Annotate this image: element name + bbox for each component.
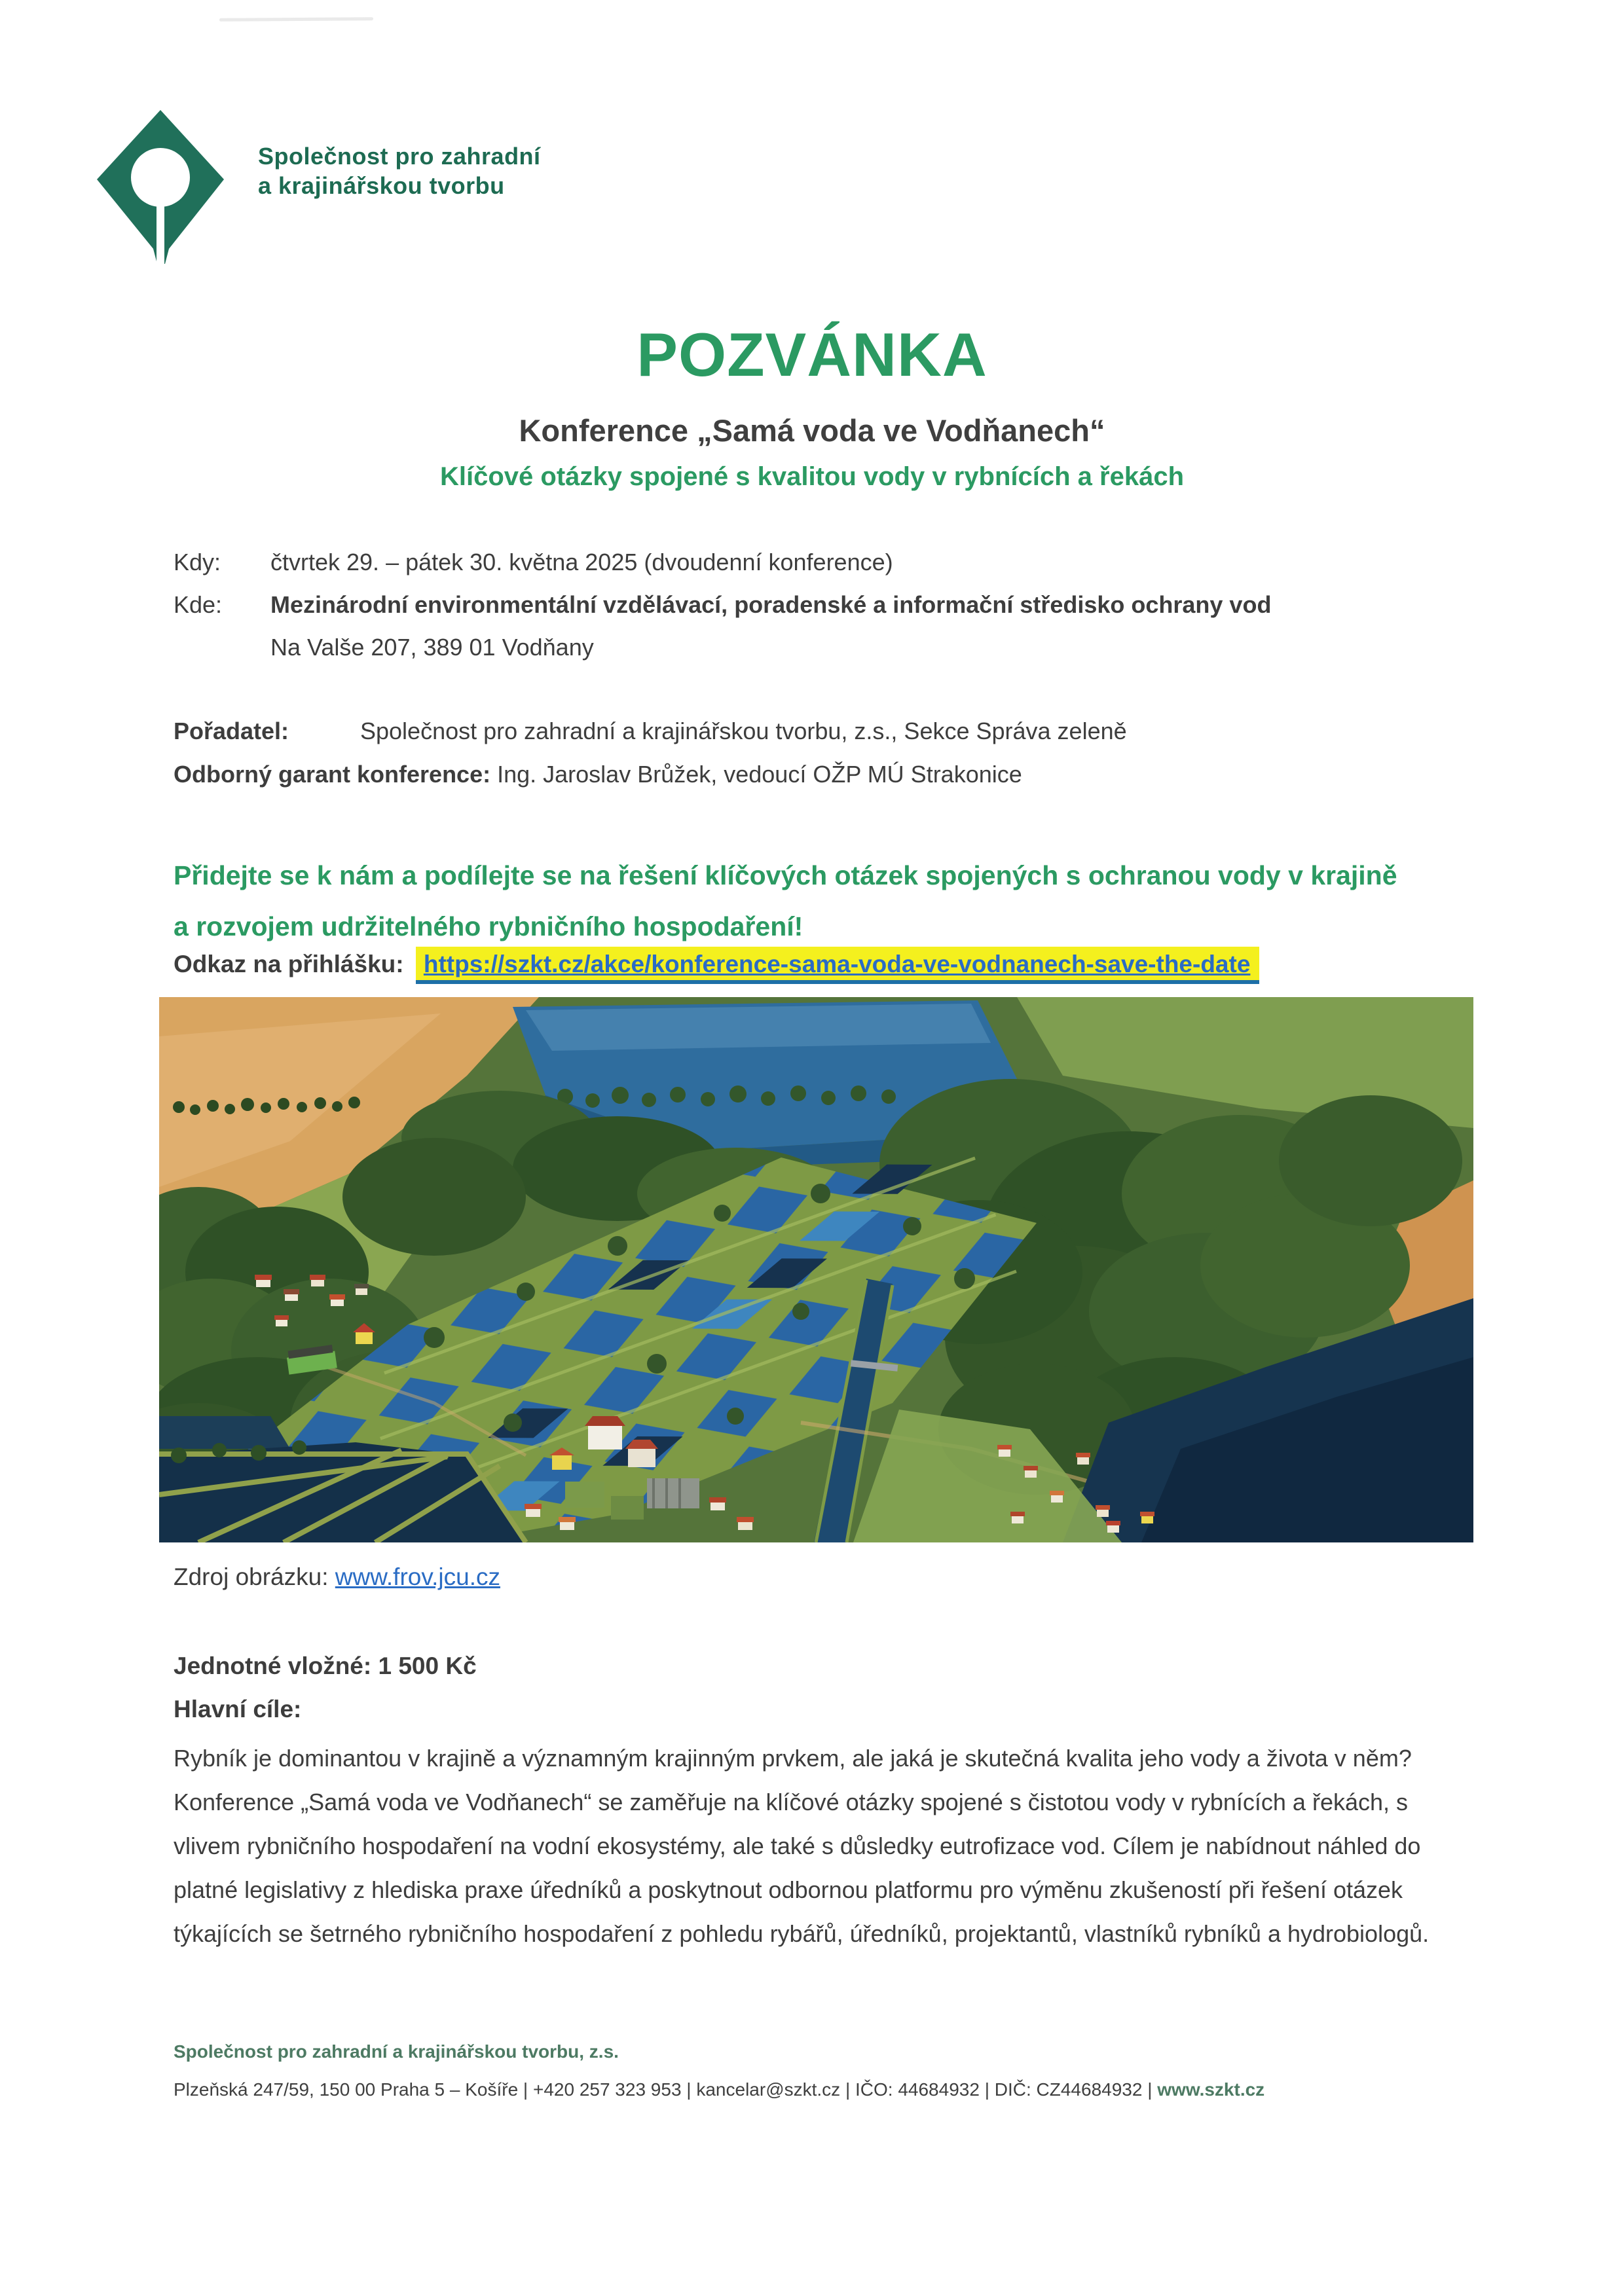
page-title: POZVÁNKA <box>637 320 987 389</box>
aerial-photo <box>159 997 1473 1542</box>
when-row <box>174 549 1574 576</box>
szkt-diamond-tree-icon <box>97 110 228 264</box>
guarantor-row <box>174 761 1477 788</box>
conference-subtitle: Konference „Samá voda ve Vodňanech“ <box>519 413 1105 448</box>
conference-tagline: Klíčové otázky spojené s kvalitou vody v rybnících a řekách <box>439 462 1184 491</box>
guarantor-label: Odborný garant konference: <box>174 761 491 788</box>
where-value: Mezinárodní environmentální vzdělávací, poradenské a informační středisko ochrany vod <box>270 591 1272 618</box>
registration-link-label: Odkaz na přihlášku: <box>174 951 404 977</box>
registration-link[interactable]: https://szkt.cz/akce/konference-sama-voda-ve-vodnanech-save-the-date <box>423 951 1251 977</box>
logo <box>97 110 686 267</box>
footer-website-link[interactable]: www.szkt.cz <box>1157 2079 1265 2100</box>
organizer-row <box>174 718 1624 745</box>
goals-paragraph: Rybník je dominantou v krajině a významným krajinným prvkem, ale jaká je skutečná kvalita jeho vody a života v něm? Konference „Samá voda ve Vodňanech“ se zaměřuje na klíčové otázky spojené s čistotou vody v rybnících a řekách, s vlivem rybničního hospodaření na vodní ekosystémy, ale také s důsledky eutrofizace vod. Cílem je nabídnout náhled do platné legislativy z hlediska praxe úředníků a poskytnout odbornou platformu pro výměnu zkušeností při řešení otázek týkajících se šetrného rybničního hospodaření z pohledu rybářů, úředníků, projektantů, vlastníků rybníků a hydrobiologů. <box>174 1745 1430 1947</box>
where-address <box>174 634 1574 661</box>
photo-source-link[interactable]: www.frov.jcu.cz <box>335 1563 500 1590</box>
guarantor-value: Ing. Jaroslav Brůžek, vedoucí OŽP MÚ Strakonice <box>490 761 1022 788</box>
registration-link-row <box>174 951 1483 978</box>
footer-address <box>174 2079 1264 2100</box>
goals-label: Hlavní cíle: <box>174 1696 302 1722</box>
where-address-value: Na Valše 207, 389 01 Vodňany <box>270 634 594 661</box>
where-row <box>174 591 1574 619</box>
when-label: Kdy: <box>174 549 221 575</box>
photo-caption-label: Zdroj obrázku: <box>174 1563 335 1590</box>
fee-line: Jednotné vložné: 1 500 Kč <box>174 1652 477 1679</box>
scan-artifact <box>219 17 373 22</box>
where-label: Kde: <box>174 591 223 618</box>
cta-text: Přidejte se k nám a podílejte se na řešení klíčových otázek spojených s ochranou vody v krajině a rozvojem udržitelného rybničního hospodaření! <box>174 860 1397 941</box>
registration-link-highlight <box>416 947 1260 984</box>
when-value: čtvrtek 29. – pátek 30. května 2025 (dvoudenní konference) <box>270 549 893 575</box>
photo-caption <box>174 1563 500 1591</box>
organizer-label: Pořadatel: <box>174 718 289 744</box>
logo-org-name: Společnost pro zahradní a krajinářskou tvorbu <box>258 143 541 199</box>
organizer-value: Společnost pro zahradní a krajinářskou tvorbu, z.s., Sekce Správa zeleně <box>360 718 1127 744</box>
footer-org-name: Společnost pro zahradní a krajinářskou tvorbu, z.s. <box>174 2041 619 2062</box>
footer-address-text: Plzeňská 247/59, 150 00 Praha 5 – Košíře | +420 257 323 953 | kancelar@szkt.cz | IČO: 44684932 | DIČ: CZ44684932 | <box>174 2079 1158 2100</box>
